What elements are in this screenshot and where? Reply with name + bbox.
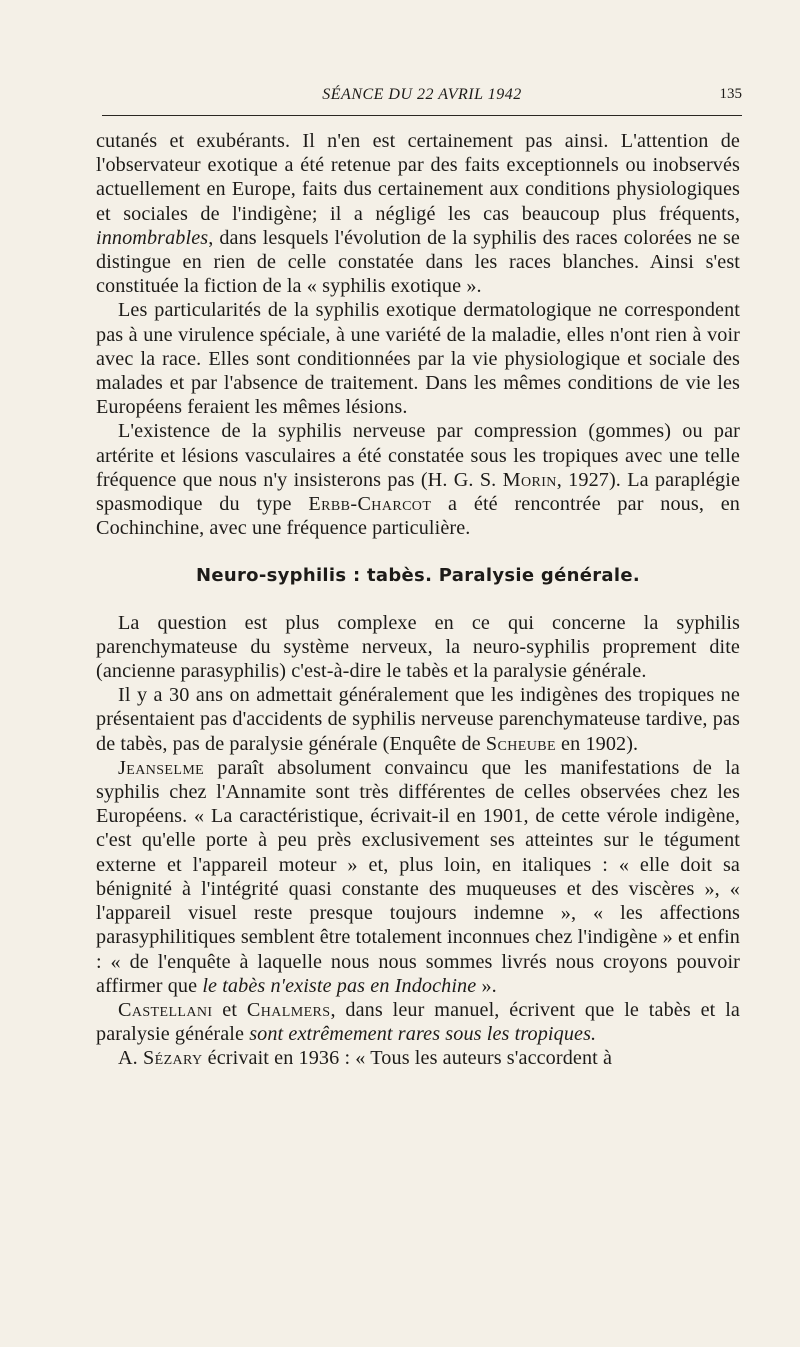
- paragraph-6-italic: le tabès n'existe pas en Indochine: [202, 974, 477, 997]
- paragraph-6-text-a: paraît absolument convaincu que les manifestations de la syphilis chez l'Annamite sont très différentes de celles observées chez les Européens. « La caractéristique, écrivait-il en 1901, de cette vérole indigène, c'est qu'elle porte à peu près exclusivement ses atteintes sur le tégument externe et l'appareil moteur » et, plus loin, en italiques : « elle doit sa bénignité à l'intégrité quasi constante des muqueuses et des viscères », « l'appareil visuel reste presque toujours indemne », « les affections parasyphilitiques semblent être totalement inconnues chez l'indigène » et enfin : « de l'enquête à laquelle nous nous sommes livrés nous croyons pouvoir affirmer que: [96, 756, 740, 997]
- author-name-jeanselme: Jeanselme: [118, 756, 205, 779]
- paragraph-1-italic: innombrables: [96, 226, 209, 249]
- paragraph-7: [96, 998, 740, 1046]
- paragraph-7-text-a: et: [212, 998, 247, 1021]
- running-title: SÉANCE DU 22 AVRIL 1942: [322, 86, 522, 103]
- author-name-erbb-charcot: Erbb-Charcot: [308, 493, 432, 516]
- paragraph-2: Les particularités de la syphilis exotique dermatologique ne correspondent pas à une virulence spéciale, à une variété de la maladie, elles n'ont rien à voir avec la race. Elles sont conditionnées par la vie physiologique et sociale des malades et par l'absence de traitement. Dans les mêmes conditions de vie les Européens feraient les mêmes lésions.: [96, 299, 740, 419]
- paragraph-3-text-b: , 1927). La paraplégie spasmodique du type: [96, 468, 741, 516]
- paragraph-3-text-a: L'existence de la syphilis nerveuse par compression (gommes) ou par artérite et lésions vasculaires a été constatée sous les tropiques avec une telle fréquence que nous n'y insisterons pas (H. G. S.: [96, 420, 740, 491]
- paragraph-5-text-a: Il y a 30 ans on admettait généralement que les indigènes des tropiques ne présentaient pas d'accidents de syphilis nerveuse parenchymateuse tardive, pas de tabès, pas de paralysie générale (Enquête de: [96, 684, 740, 755]
- paragraph-8: [96, 1046, 740, 1070]
- paragraph-4: La question est plus complexe en ce qui concerne la syphilis parenchymateuse du système nerveux, la neuro-syphilis proprement dite (ancienne parasyphilis) c'est-à-dire le tabès et la paralysie générale.: [96, 611, 740, 683]
- paragraph-7-italic: sont extrêmement rares sous les tropiques.: [249, 1023, 597, 1046]
- paragraph-8-text-a: A.: [118, 1047, 143, 1070]
- section-subtitle: Neuro-syphilis : tabès. Paralysie générale.: [196, 565, 640, 587]
- paragraph-5-text-b: en 1902).: [555, 732, 639, 755]
- paragraph-6: [96, 756, 740, 998]
- paragraph-5: [96, 683, 740, 756]
- paragraph-3: [96, 419, 740, 540]
- paragraph-6-text-b: ».: [476, 974, 497, 997]
- author-name-morin: Morin: [502, 468, 557, 491]
- paragraph-3-text-c: a été rencontrée par nous, en Cochinchine, avec une fréquence particulière.: [96, 493, 740, 540]
- paragraph-1: [96, 129, 740, 298]
- page-number: 135: [719, 86, 742, 102]
- author-name-chalmers: Chalmers: [246, 998, 331, 1021]
- author-name-castellani: Castellani: [118, 998, 213, 1021]
- author-name-sezary: Sézary: [142, 1047, 203, 1070]
- page-header: [102, 86, 742, 116]
- paragraph-1-text: cutanés et exubérants. Il n'en est certainement pas ainsi. L'attention de l'observateur exotique a été retenue par des faits exceptionnels ou inobservés actuellement en Europe, faits dus certainement aux conditions physiologiques et sociales de l'indigène; il a négligé les cas beaucoup plus fréquents,: [96, 130, 740, 225]
- header-rule: [102, 115, 742, 116]
- paragraph-7-text-b: , dans leur manuel, écrivent que le tabès et la paralysie générale: [96, 998, 740, 1046]
- author-name-scheube: Scheube: [485, 732, 556, 755]
- body-text: [96, 129, 740, 1071]
- paragraph-1-end: , dans lesquels l'évolution de la syphilis des races colorées ne se distingue en rien de celle constatée dans les races blanches. Ainsi s'est constituée la fiction de la « syphilis exotique ».: [96, 226, 740, 298]
- paragraph-8-text-b: écrivait en 1936 : « Tous les auteurs s'accordent à: [202, 1047, 613, 1070]
